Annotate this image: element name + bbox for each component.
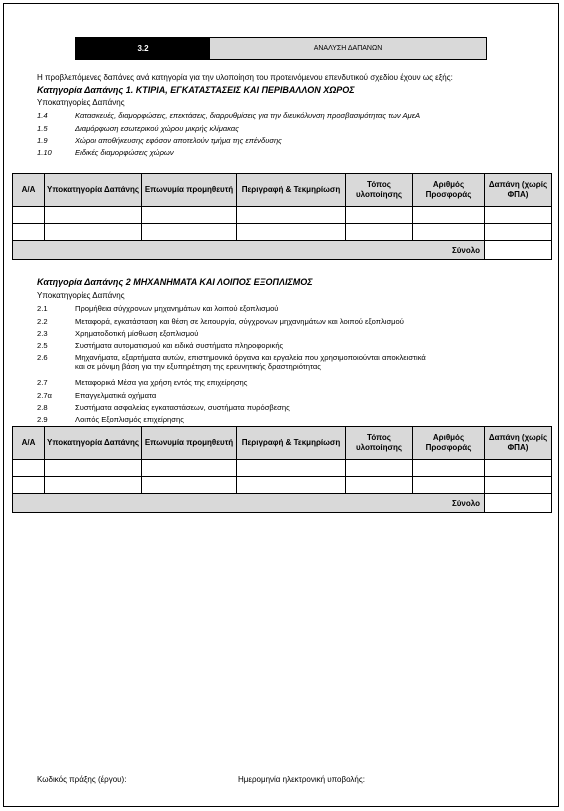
table-cell[interactable] [485,207,552,224]
table-cell[interactable] [142,477,237,494]
item-code: 2.6 [37,353,48,362]
project-code-label: Κωδικός πράξης (έργου): [37,775,127,784]
header-aa: Α/Α [13,174,45,207]
header-cost: Δαπάνη (χωρίς ΦΠΑ) [485,174,552,207]
table-cell[interactable] [346,460,413,477]
expense-table-1 [12,173,552,260]
item-text: Επαγγελματικά οχήματα [75,391,157,400]
header-description: Περιγραφή & Τεκμηρίωση [237,427,346,460]
item-text-continued: και σε μόνιμη βάση για την εξυπηρέτηση της ερευνητικής δραστηριότητας [75,362,321,371]
sum-row [13,241,552,260]
category1-subcategories-heading: Υποκατηγορίες Δαπάνης [37,98,125,107]
category2-title: Κατηγορία Δαπάνης 2 ΜΗΧΑΝΗΜΑΤΑ ΚΑΙ ΛΟΙΠΟΣ ΕΞΟΠΛΙΣΜΟΣ [37,277,313,287]
item-code: 2.1 [37,304,48,313]
header-aa: Α/Α [13,427,45,460]
item-text: Προμήθεια σύγχρονων μηχανημάτων και λοιπού εξοπλισμού [75,304,279,313]
header-subcategory: Υποκατηγορία Δαπάνης [45,174,142,207]
item-text: Διαμόρφωση εσωτερικού χώρου μικρής κλίμακας [75,124,239,133]
table-cell[interactable] [485,224,552,241]
item-code: 2.9 [37,415,48,424]
table-cell[interactable] [13,460,45,477]
table-cell[interactable] [45,477,142,494]
table-row [13,460,552,477]
header-offer: Αριθμός Προσφοράς [413,427,485,460]
header-offer: Αριθμός Προσφοράς [413,174,485,207]
section-title: ΑΝΑΛΥΣΗ ΔΑΠΑΝΩΝ [210,38,486,59]
item-text: Μηχανήματα, εξαρτήματα αυτών, επιστημονικά όργανα και εργαλεία που χρησιμοποιούνται αποκλειστικά [75,353,426,362]
item-code: 2.8 [37,403,48,412]
sum-label: Σύνολο [13,241,485,260]
item-code: 1.5 [37,124,48,133]
table-cell[interactable] [485,460,552,477]
item-text: Χρηματοδοτική μίσθωση εξοπλισμού [75,329,199,338]
item-code: 1.10 [37,148,52,157]
table-cell[interactable] [237,460,346,477]
expense-table-2 [12,426,552,513]
table-cell[interactable] [13,224,45,241]
table-cell[interactable] [45,224,142,241]
sum-value-cell[interactable] [485,494,552,513]
header-supplier: Επωνυμία προμηθευτή [142,174,237,207]
item-text: Συστήματα αυτοματισμού και ειδικά συστήματα πληροφορικής [75,341,284,350]
item-code: 2.7α [37,391,52,400]
sum-value-cell[interactable] [485,241,552,260]
header-supplier: Επωνυμία προμηθευτή [142,427,237,460]
table-cell[interactable] [413,477,485,494]
section-header [75,37,487,60]
item-text: Λοιπός Εξοπλισμός επιχείρησης [75,415,184,424]
submission-date-label: Ημερομηνία ηλεκτρονική υποβολής: [238,775,365,784]
table-cell[interactable] [413,224,485,241]
table-row [13,224,552,241]
intro-text: Η προβλεπόμενες δαπάνες ανά κατηγορία για την υλοποίηση του προτεινόμενου επενδυτικού σχεδίου έχουν ως εξής: [37,73,453,82]
item-code: 2.3 [37,329,48,338]
table-cell[interactable] [142,207,237,224]
sum-label: Σύνολο [13,494,485,513]
table-cell[interactable] [45,207,142,224]
header-subcategory: Υποκατηγορία Δαπάνης [45,427,142,460]
table-cell[interactable] [237,477,346,494]
table-cell[interactable] [346,207,413,224]
table-cell[interactable] [237,207,346,224]
item-text: Κατασκευές, διαμορφώσεις, επεκτάσεις, διαρρυθμίσεις για την διευκόλυνση προσβασιμότητας των ΑμεΑ [75,111,421,120]
category1-title: Κατηγορία Δαπάνης 1. ΚΤΙΡΙΑ, ΕΓΚΑΤΑΣΤΑΣΕΙΣ ΚΑΙ ΠΕΡΙΒΑΛΛΟΝ ΧΩΡΟΣ [37,85,355,95]
table-header-row [13,174,552,207]
category2-subcategories-heading: Υποκατηγορίες Δαπάνης [37,291,125,300]
item-code: 1.4 [37,111,48,120]
table-row [13,477,552,494]
table-cell[interactable] [13,207,45,224]
table-cell[interactable] [45,460,142,477]
table-cell[interactable] [413,207,485,224]
table-cell[interactable] [485,477,552,494]
section-number: 3.2 [76,38,210,59]
item-text: Μεταφορά, εγκατάσταση και θέση σε λειτουργία, σύγχρονων μηχανημάτων και λοιπού εξοπλισμού [75,317,404,326]
table-cell[interactable] [413,460,485,477]
item-text: Ειδικές διαμορφώσεις χώρων [75,148,174,157]
table-cell[interactable] [346,224,413,241]
table-cell[interactable] [142,224,237,241]
item-code: 1.9 [37,136,48,145]
table-row [13,207,552,224]
item-code: 2.5 [37,341,48,350]
item-text: Χώροι αποθήκευσης εφόσον αποτελούν τμήμα της επένδυσης [75,136,282,145]
header-cost: Δαπάνη (χωρίς ΦΠΑ) [485,427,552,460]
table-cell[interactable] [237,224,346,241]
header-location: Τόπος υλοποίησης [346,427,413,460]
item-text: Μεταφορικά Μέσα για χρήση εντός της επιχείρησης [75,378,248,387]
header-location: Τόπος υλοποίησης [346,174,413,207]
item-code: 2.2 [37,317,48,326]
header-description: Περιγραφή & Τεκμηρίωση [237,174,346,207]
table-cell[interactable] [13,477,45,494]
table-cell[interactable] [142,460,237,477]
table-header-row [13,427,552,460]
item-code: 2.7 [37,378,48,387]
table-cell[interactable] [346,477,413,494]
item-text: Συστήματα ασφαλείας εγκαταστάσεων, συστήματα πυρόσβεσης [75,403,290,412]
sum-row [13,494,552,513]
